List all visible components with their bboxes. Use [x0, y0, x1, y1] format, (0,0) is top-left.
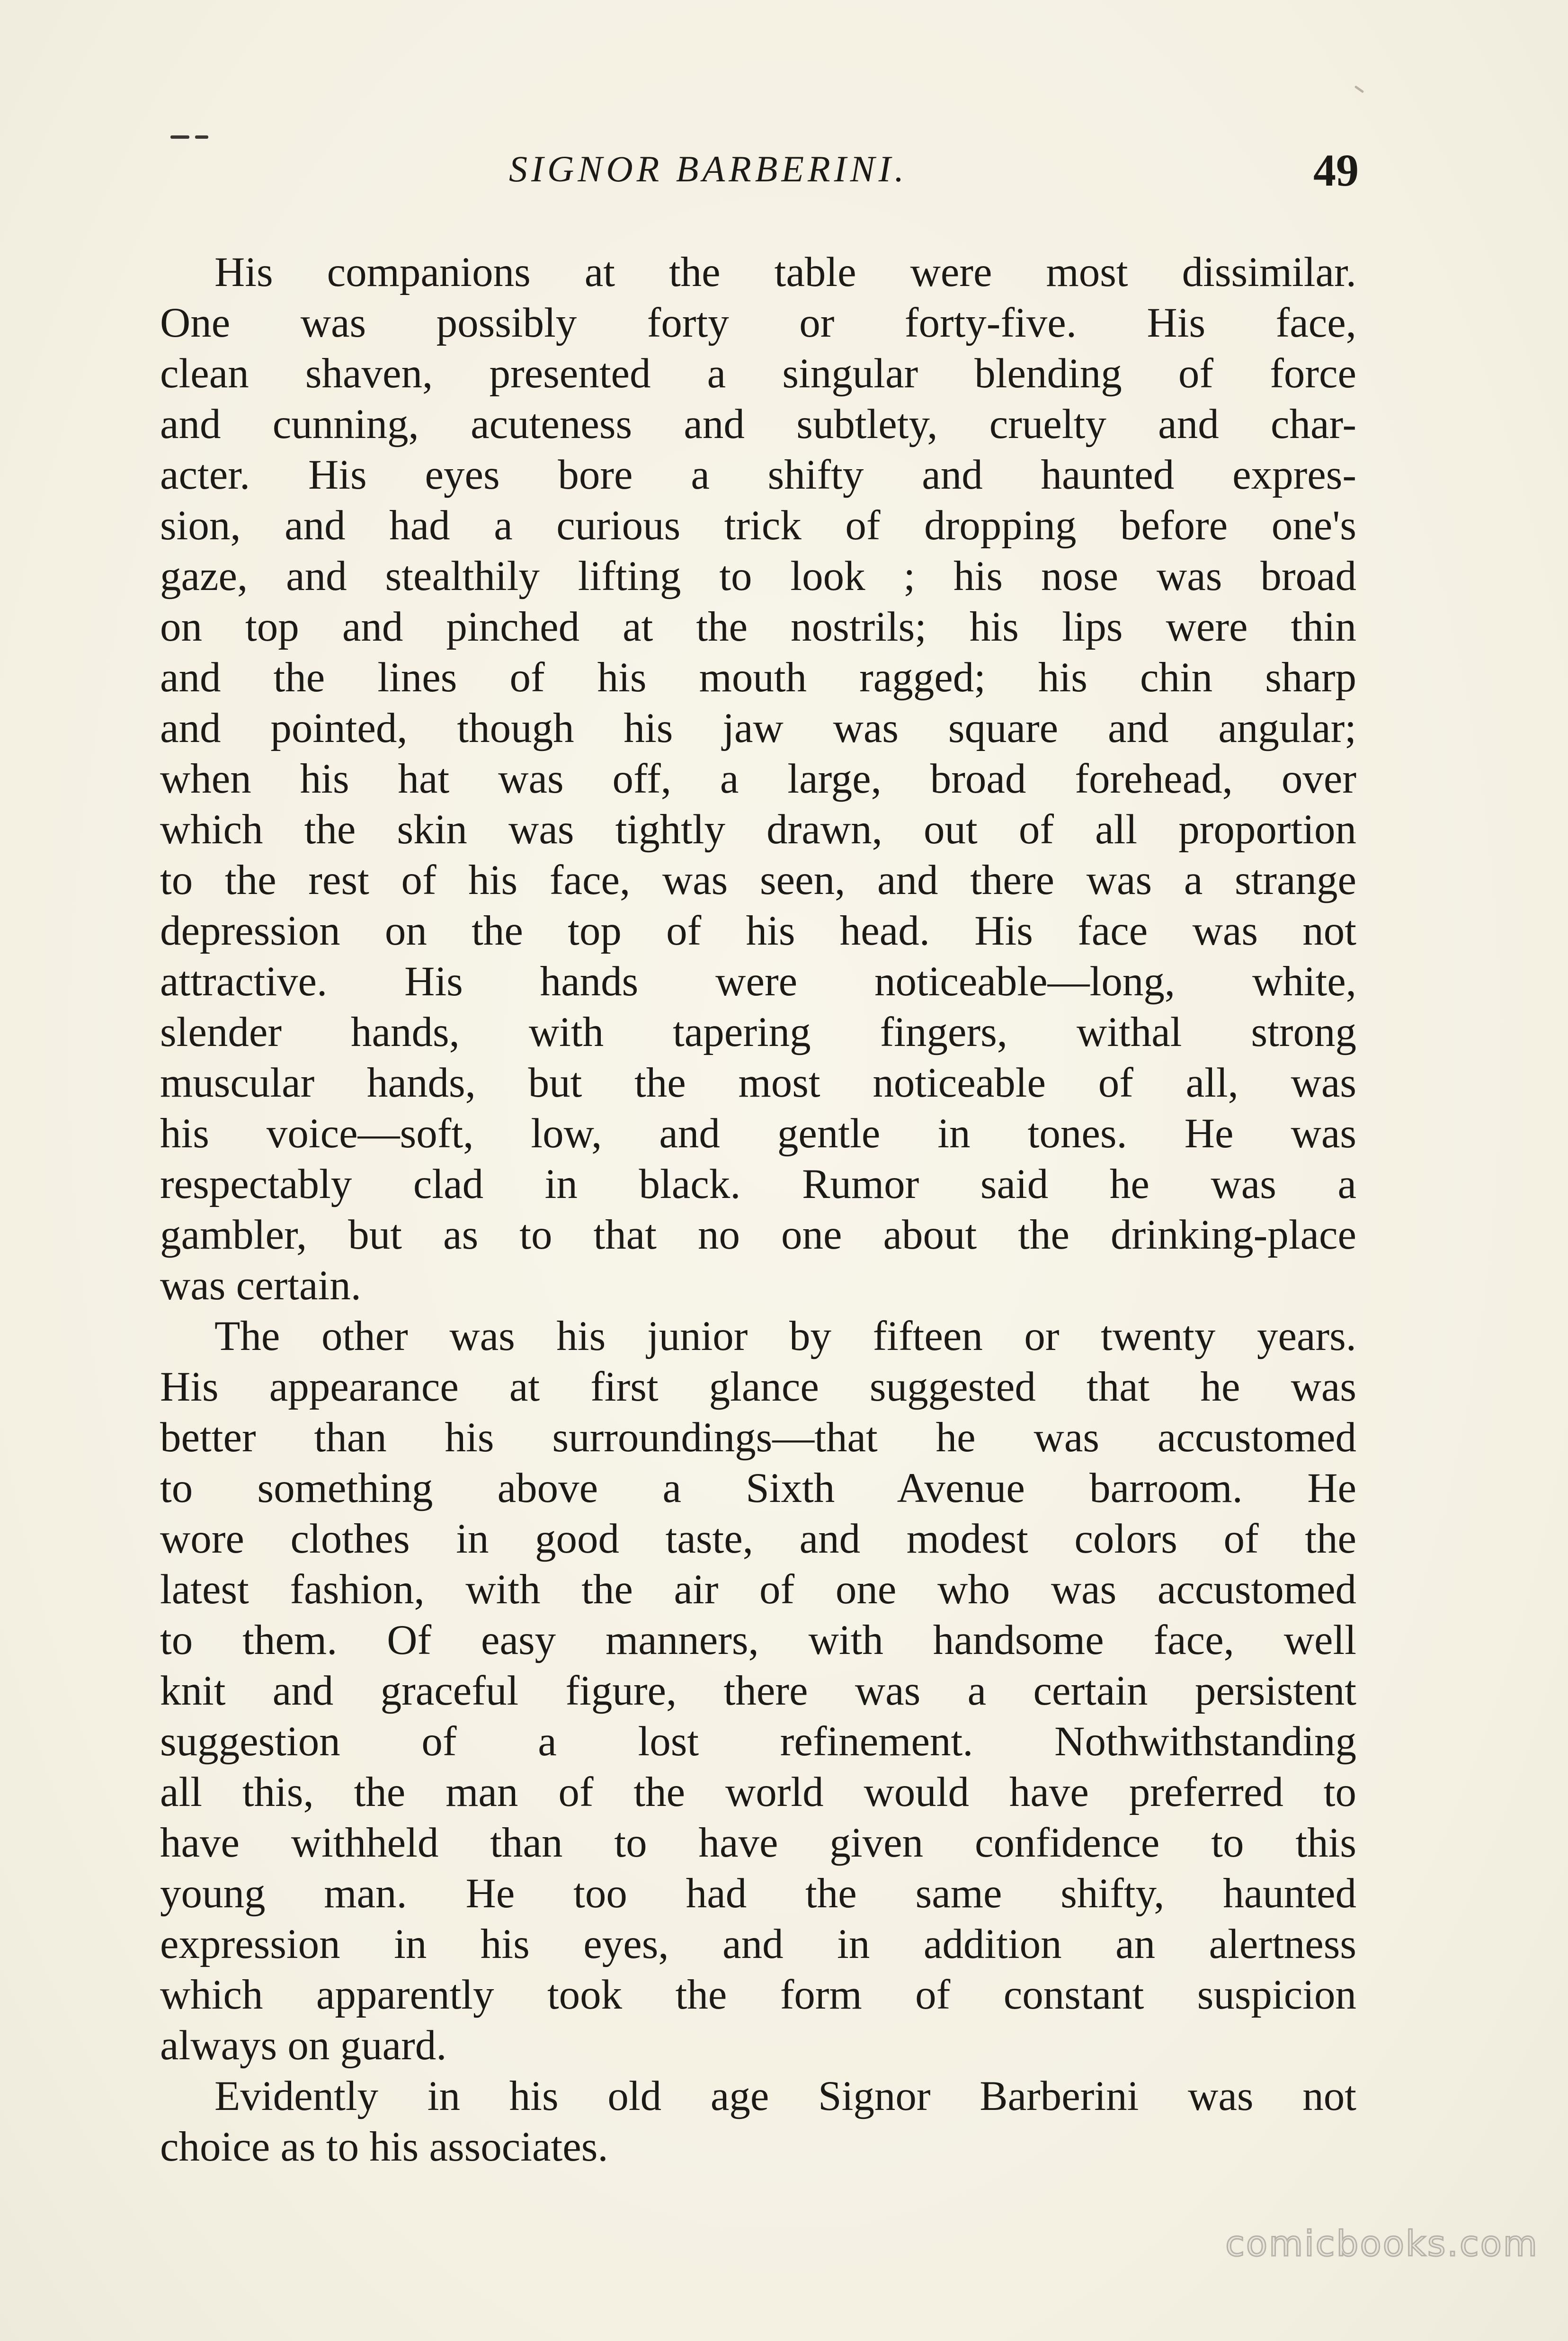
running-title: SIGNOR BARBERINI. — [509, 148, 908, 189]
text-line: to the rest of his face, was seen, and there was a strange — [160, 857, 1356, 903]
text-line: expression in his eyes, and in addition an alertness — [160, 1921, 1356, 1967]
text-line: always on guard. — [160, 2022, 447, 2069]
corner-ink-speck — [1354, 85, 1364, 93]
text-line: depression on the top of his head. His face was not — [160, 908, 1356, 954]
watermark-logo: comicbooks.com — [1225, 2224, 1539, 2264]
text-line: all this, the man of the world would have preferred to — [160, 1769, 1356, 1815]
text-line: which the skin was tightly drawn, out of all proportion — [160, 806, 1356, 853]
text-line: The other was his junior by fifteen or twenty years. — [214, 1313, 1356, 1359]
text-line: Evidently in his old age Signor Barberini was not — [214, 2073, 1356, 2119]
text-line: young man. He too had the same shifty, haunted — [160, 1870, 1356, 1917]
text-line: gaze, and stealthily lifting to look ; his nose was broad — [160, 553, 1356, 599]
text-line: and the lines of his mouth ragged; his chin sharp — [160, 654, 1356, 701]
text-line: One was possibly forty or forty-five. His face, — [160, 300, 1356, 346]
text-line: suggestion of a lost refinement. Nothwithstanding — [160, 1718, 1356, 1765]
text-line: gambler, but as to that no one about the drinking-place — [160, 1212, 1356, 1258]
text-line: his voice—soft, low, and gentle in tones. He was — [160, 1110, 1356, 1157]
paragraph — [160, 1311, 1356, 2071]
text-line: clean shaven, presented a singular blending of force — [160, 350, 1356, 397]
text-line: His appearance at first glance suggested that he was — [160, 1364, 1356, 1410]
text-line: His companions at the table were most dissimilar. — [214, 249, 1356, 295]
text-line: and pointed, though his jaw was square and angular; — [160, 705, 1356, 751]
text-line: to them. Of easy manners, with handsome face, well — [160, 1617, 1356, 1663]
text-line: on top and pinched at the nostrils; his lips were thin — [160, 604, 1356, 650]
body-text — [160, 247, 1356, 2172]
text-line: choice as to his associates. — [160, 2124, 608, 2170]
text-line: better than his surroundings—that he was accustomed — [160, 1414, 1356, 1461]
text-line: sion, and had a curious trick of dropping before one's — [160, 502, 1356, 549]
text-line: knit and graceful figure, there was a certain persistent — [160, 1668, 1356, 1714]
text-line: muscular hands, but the most noticeable of all, was — [160, 1060, 1356, 1106]
text-line: slender hands, with tapering fingers, withal strong — [160, 1009, 1356, 1055]
text-line: and cunning, acuteness and subtlety, cruelty and char- — [160, 401, 1356, 447]
text-line: latest fashion, with the air of one who was accustomed — [160, 1566, 1356, 1613]
text-line: when his hat was off, a large, broad forehead, over — [160, 756, 1356, 802]
paragraph — [160, 2071, 1356, 2172]
text-line: attractive. His hands were noticeable—long, white, — [160, 958, 1356, 1005]
text-line: acter. His eyes bore a shifty and haunted expres- — [160, 452, 1356, 498]
text-line: which apparently took the form of constant suspicion — [160, 1972, 1356, 2018]
text-line: respectably clad in black. Rumor said he was a — [160, 1161, 1356, 1207]
stray-ink-mark — [170, 135, 223, 140]
text-line: to something above a Sixth Avenue barroom. He — [160, 1465, 1356, 1511]
text-line: was certain. — [160, 1262, 362, 1309]
text-line: have withheld than to have given confidence to this — [160, 1820, 1356, 1866]
text-line: wore clothes in good taste, and modest colors of the — [160, 1516, 1356, 1562]
page-number: 49 — [1313, 145, 1359, 196]
paragraph — [160, 247, 1356, 1311]
